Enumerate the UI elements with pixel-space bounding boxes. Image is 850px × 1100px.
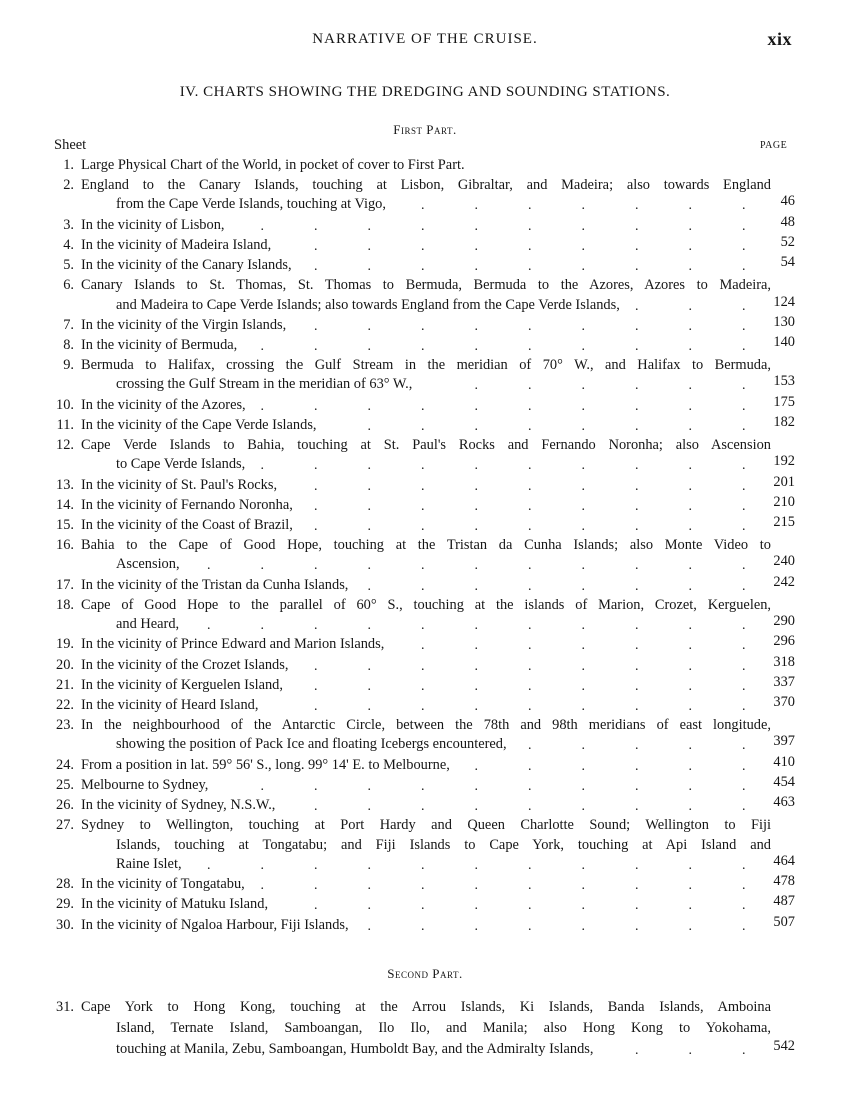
entry-text-line: touching at Manila, Zebu, Samboangan, Humboldt Bay, and the Admiralty Islands, [116,1041,594,1057]
entry-text-line: Melbourne to Sydney, [81,776,209,793]
page-reference: 52 [780,233,795,250]
chart-entry [0,233,850,255]
dot-leader: . . . . . . . . . [314,478,746,494]
chart-entry [0,816,850,874]
dot-leader: . . . . . . . . . [314,658,746,674]
page-reference: 124 [773,293,795,310]
sheet-number: 4. [63,236,74,253]
entry-text-line: to Cape Verde Islands, [116,456,246,473]
dot-leader: . . . . . . . . . [314,318,746,334]
dot-leader: . . . . . . . . . . [260,339,746,354]
dot-leader: . . . . . . . . . [314,498,746,514]
entry-text-line: In the vicinity of the Virgin Islands, [81,316,287,333]
page-reference: 175 [773,393,795,410]
page-reference: 296 [773,633,795,650]
sheet-number: 8. [63,337,74,353]
chart-entry [0,516,850,535]
page-column-heading: PAGE [760,140,788,151]
page-reference: 542 [773,1038,795,1054]
page-reference: 54 [780,254,795,271]
entry-text-line: Sydney to Wellington, touching at Port Hardy and Queen Charlotte Sound; Wellington to Fiji [81,817,771,834]
page-reference: 290 [773,613,795,630]
entry-text-line: and Heard, [116,616,180,633]
sheet-number: 13. [56,476,74,493]
entry-text-line: In the vicinity of the Crozet Islands, [81,656,289,673]
chart-entry [0,256,850,275]
page-reference: 454 [773,773,795,790]
entry-text-line: Raine Islet, [116,855,182,872]
page-reference: 130 [773,313,795,330]
sheet-number: 2. [63,177,74,194]
chart-entry [0,176,850,215]
sheet-number: 9. [63,357,74,374]
sheet-number: 29. [56,896,74,913]
entry-text-line: In the vicinity of the Cape Verde Islands, [81,416,317,433]
dot-leader: . . . . . . . . . . [260,878,746,894]
entry-text-line: showing the position of Pack Ice and floating Icebergs encountered, [116,736,507,753]
dot-leader: . . . . . . . [421,638,746,654]
sheet-number: 20. [56,656,74,673]
chart-entry [0,596,850,635]
page-reference: 397 [773,733,795,750]
chart-entry [0,573,850,595]
dot-leader: . . . . . . . . . . [260,218,746,234]
dot-leader: . . . . . . . . . . . [207,558,746,574]
chart-entry [0,998,850,1061]
chart-entry [0,673,850,695]
page-reference: 240 [773,553,795,570]
dot-leader: . . . . . . . . . . [260,398,746,414]
page-reference: 48 [780,213,795,230]
chart-entry [0,413,850,435]
entry-text-line: crossing the Gulf Stream in the meridian of 63° W., [116,376,413,393]
section-title: IV. CHARTS SHOWING THE DREDGING AND SOUNDING STATIONS. [179,84,671,100]
chart-entry [0,696,850,715]
page-reference: 192 [773,453,795,470]
entry-text-line: In the vicinity of Ngaloa Harbour, Fiji Islands, [81,916,349,933]
dot-leader: . . . . . . . . [367,578,746,594]
page-reference: 463 [773,794,795,811]
chart-entry [0,356,850,395]
second-part-heading: Second Part. [387,966,463,981]
page-reference: 478 [773,873,795,890]
entry-text-line: Islands, touching at Tongatabu; and Fiji Islands to Cape York, touching at Api Island and [116,836,771,853]
sheet-number: 11. [56,416,74,433]
page-reference: 140 [773,334,795,350]
dot-leader: . . . . . . . . . . [260,778,746,794]
sheet-number: 30. [56,916,74,933]
chart-entry [0,276,850,315]
chart-entry [0,875,850,894]
dot-leader: . . . [635,298,746,314]
entry-text-line: In the vicinity of the Coast of Brazil, [81,517,293,533]
dot-leader: . . . . . . . . . [314,238,746,254]
entry-text-line: In the vicinity of the Tristan da Cunha Islands, [81,576,349,593]
chart-entry [0,313,850,335]
entry-text-line: In the vicinity of Fernando Noronha, [81,496,293,513]
chart-entry [0,913,850,935]
page-reference: 182 [773,413,795,430]
entry-text-line: Cape of Good Hope to the parallel of 60° S., touching at the islands of Marion, Crozet, Kerguelen, [81,596,771,613]
sheet-number: 5. [63,257,74,274]
entry-text-line: Island, Ternate Island, Samboangan, Ilo Ilo, and Manila; also Hong Kong to Yokohama, [116,1020,771,1036]
dot-leader: . . . . . . . [421,198,746,214]
page-reference: 46 [780,193,795,210]
chart-entry [0,716,850,755]
chart-entry [0,213,850,235]
dot-leader: . . . . . . . . . [314,519,746,534]
entry-text-line: England to the Canary Islands, touching at Lisbon, Gibraltar, and Madeira; also towards England [81,177,771,194]
chart-entry [0,436,850,475]
entry-text-line: Large Physical Chart of the World, in pocket of cover to First Part. [81,157,465,173]
running-title: NARRATIVE OF THE CRUISE. [312,31,538,47]
entry-text-line: In the vicinity of Prince Edward and Marion Islands, [81,636,385,653]
sheet-number: 16. [56,537,74,554]
page-reference: 242 [773,573,795,590]
page-reference: 153 [773,373,795,390]
page-reference: 337 [773,673,795,690]
dot-leader: . . . . . . . . . [314,898,746,914]
page-reference: 215 [773,514,795,530]
entry-text-line: In the vicinity of Kerguelen Island, [81,676,283,693]
sheet-number: 27. [56,817,74,834]
chart-entry [0,753,850,775]
sheet-number: 10. [56,396,74,413]
sheet-number: 6. [63,277,74,294]
chart-entry [0,773,850,795]
chart-entry [0,536,850,575]
dot-leader: . . . . . . [474,758,746,774]
dot-leader: . . . . . [528,738,746,754]
entry-text-line: Canary Islands to St. Thomas, St. Thomas to Bermuda, Bermuda to the Azores, Azores to Madeira, [81,277,771,294]
page-reference: 201 [773,473,795,490]
entry-text-line: In the vicinity of the Azores, [81,396,246,413]
sheet-number: 14. [56,496,74,513]
entry-text-line: Cape York to Hong Kong, touching at the Arrou Islands, Ki Islands, Banda Islands, Amboina [81,999,771,1015]
dot-leader: . . . . . . . . . [314,799,746,815]
dot-leader: . . . . . . . . . . . [207,618,746,634]
dot-leader: . . . . . . . . . [314,259,746,275]
chart-entry [0,895,850,914]
entry-text-line: In the vicinity of the Canary Islands, [81,257,292,274]
sheet-number: 17. [56,576,74,593]
sheet-number: 19. [56,636,74,653]
page-reference: 370 [773,694,795,710]
chart-entry [0,653,850,675]
dot-leader: . . . [635,1043,746,1058]
dot-leader: . . . . . . . . [367,918,746,934]
entry-text-line: In the vicinity of Sydney, N.S.W., [81,797,276,814]
page-reference: 210 [773,493,795,510]
chart-entry [0,156,850,175]
sheet-number: 18. [56,596,74,613]
chart-entry [0,473,850,495]
chart-entry [0,796,850,815]
sheet-number: 22. [56,697,74,713]
chart-entry [0,393,850,415]
page-reference: 464 [773,852,795,869]
sheet-number: 21. [56,676,74,693]
entry-text-line: and Madeira to Cape Verde Islands; also towards England from the Cape Verde Islands, [116,296,620,313]
chart-entry [0,493,850,515]
sheet-number: 24. [56,756,74,773]
dot-leader: . . . . . . [474,378,746,394]
dot-leader: . . . . . . . . [367,418,746,434]
entry-text-line: In the vicinity of Matuku Island, [81,896,269,913]
sheet-number: 3. [63,216,74,233]
entry-text-line: Bahia to the Cape of Good Hope, touching at the Tristan da Cunha Islands; also Monte Video to [81,537,771,554]
page-reference: 410 [773,753,795,770]
chart-entry [0,635,850,654]
sheet-number: 12. [56,437,74,454]
entry-text-line: In the vicinity of Heard Island, [81,697,259,713]
chart-entry [0,336,850,355]
sheet-number: 7. [63,316,74,333]
sheet-number: 31. [56,999,74,1015]
sheet-number: 28. [56,876,74,893]
entry-text-line: Bermuda to Halifax, crossing the Gulf Stream in the meridian of 70° W., and Halifax to Bermuda, [81,357,771,374]
entry-text-line: In the vicinity of Bermuda, [81,337,238,353]
dot-leader: . . . . . . . . . . . [207,857,746,873]
sheet-number: 23. [56,717,74,734]
entry-text-line: Ascension, [116,556,180,573]
page-reference: 487 [773,893,795,910]
entry-text-line: from the Cape Verde Islands, touching at Vigo, [116,196,386,213]
entry-text-line: In the vicinity of Madeira Island, [81,236,272,253]
entry-text-line: In the vicinity of St. Paul's Rocks, [81,476,278,493]
entry-text-line: From a position in lat. 59° 56' S., long. 99° 14' E. to Melbourne, [81,756,450,773]
first-part-heading: First Part. [393,122,457,137]
dot-leader: . . . . . . . . . . [260,458,746,474]
page-reference: 318 [773,653,795,670]
sheet-number: 1. [63,157,74,173]
sheet-number: 15. [56,517,74,533]
sheet-number: 25. [56,776,74,793]
running-head [0,30,850,52]
page-reference: 507 [773,913,795,930]
entry-text-line: Cape Verde Islands to Bahia, touching at St. Paul's Rocks and Fernando Noronha; also Ascension [81,437,771,454]
entry-text-line: In the vicinity of Tongatabu, [81,876,245,893]
dot-leader: . . . . . . . . . [314,678,746,694]
sheet-column-heading: Sheet [54,137,87,153]
sheet-number: 26. [56,797,74,814]
entry-text-line: In the neighbourhood of the Antarctic Circle, between the 78th and 98th meridians of east longitude, [81,717,771,734]
page-number: xix [767,29,792,49]
entry-text-line: In the vicinity of Lisbon, [81,216,225,233]
dot-leader: . . . . . . . . . [314,699,746,714]
